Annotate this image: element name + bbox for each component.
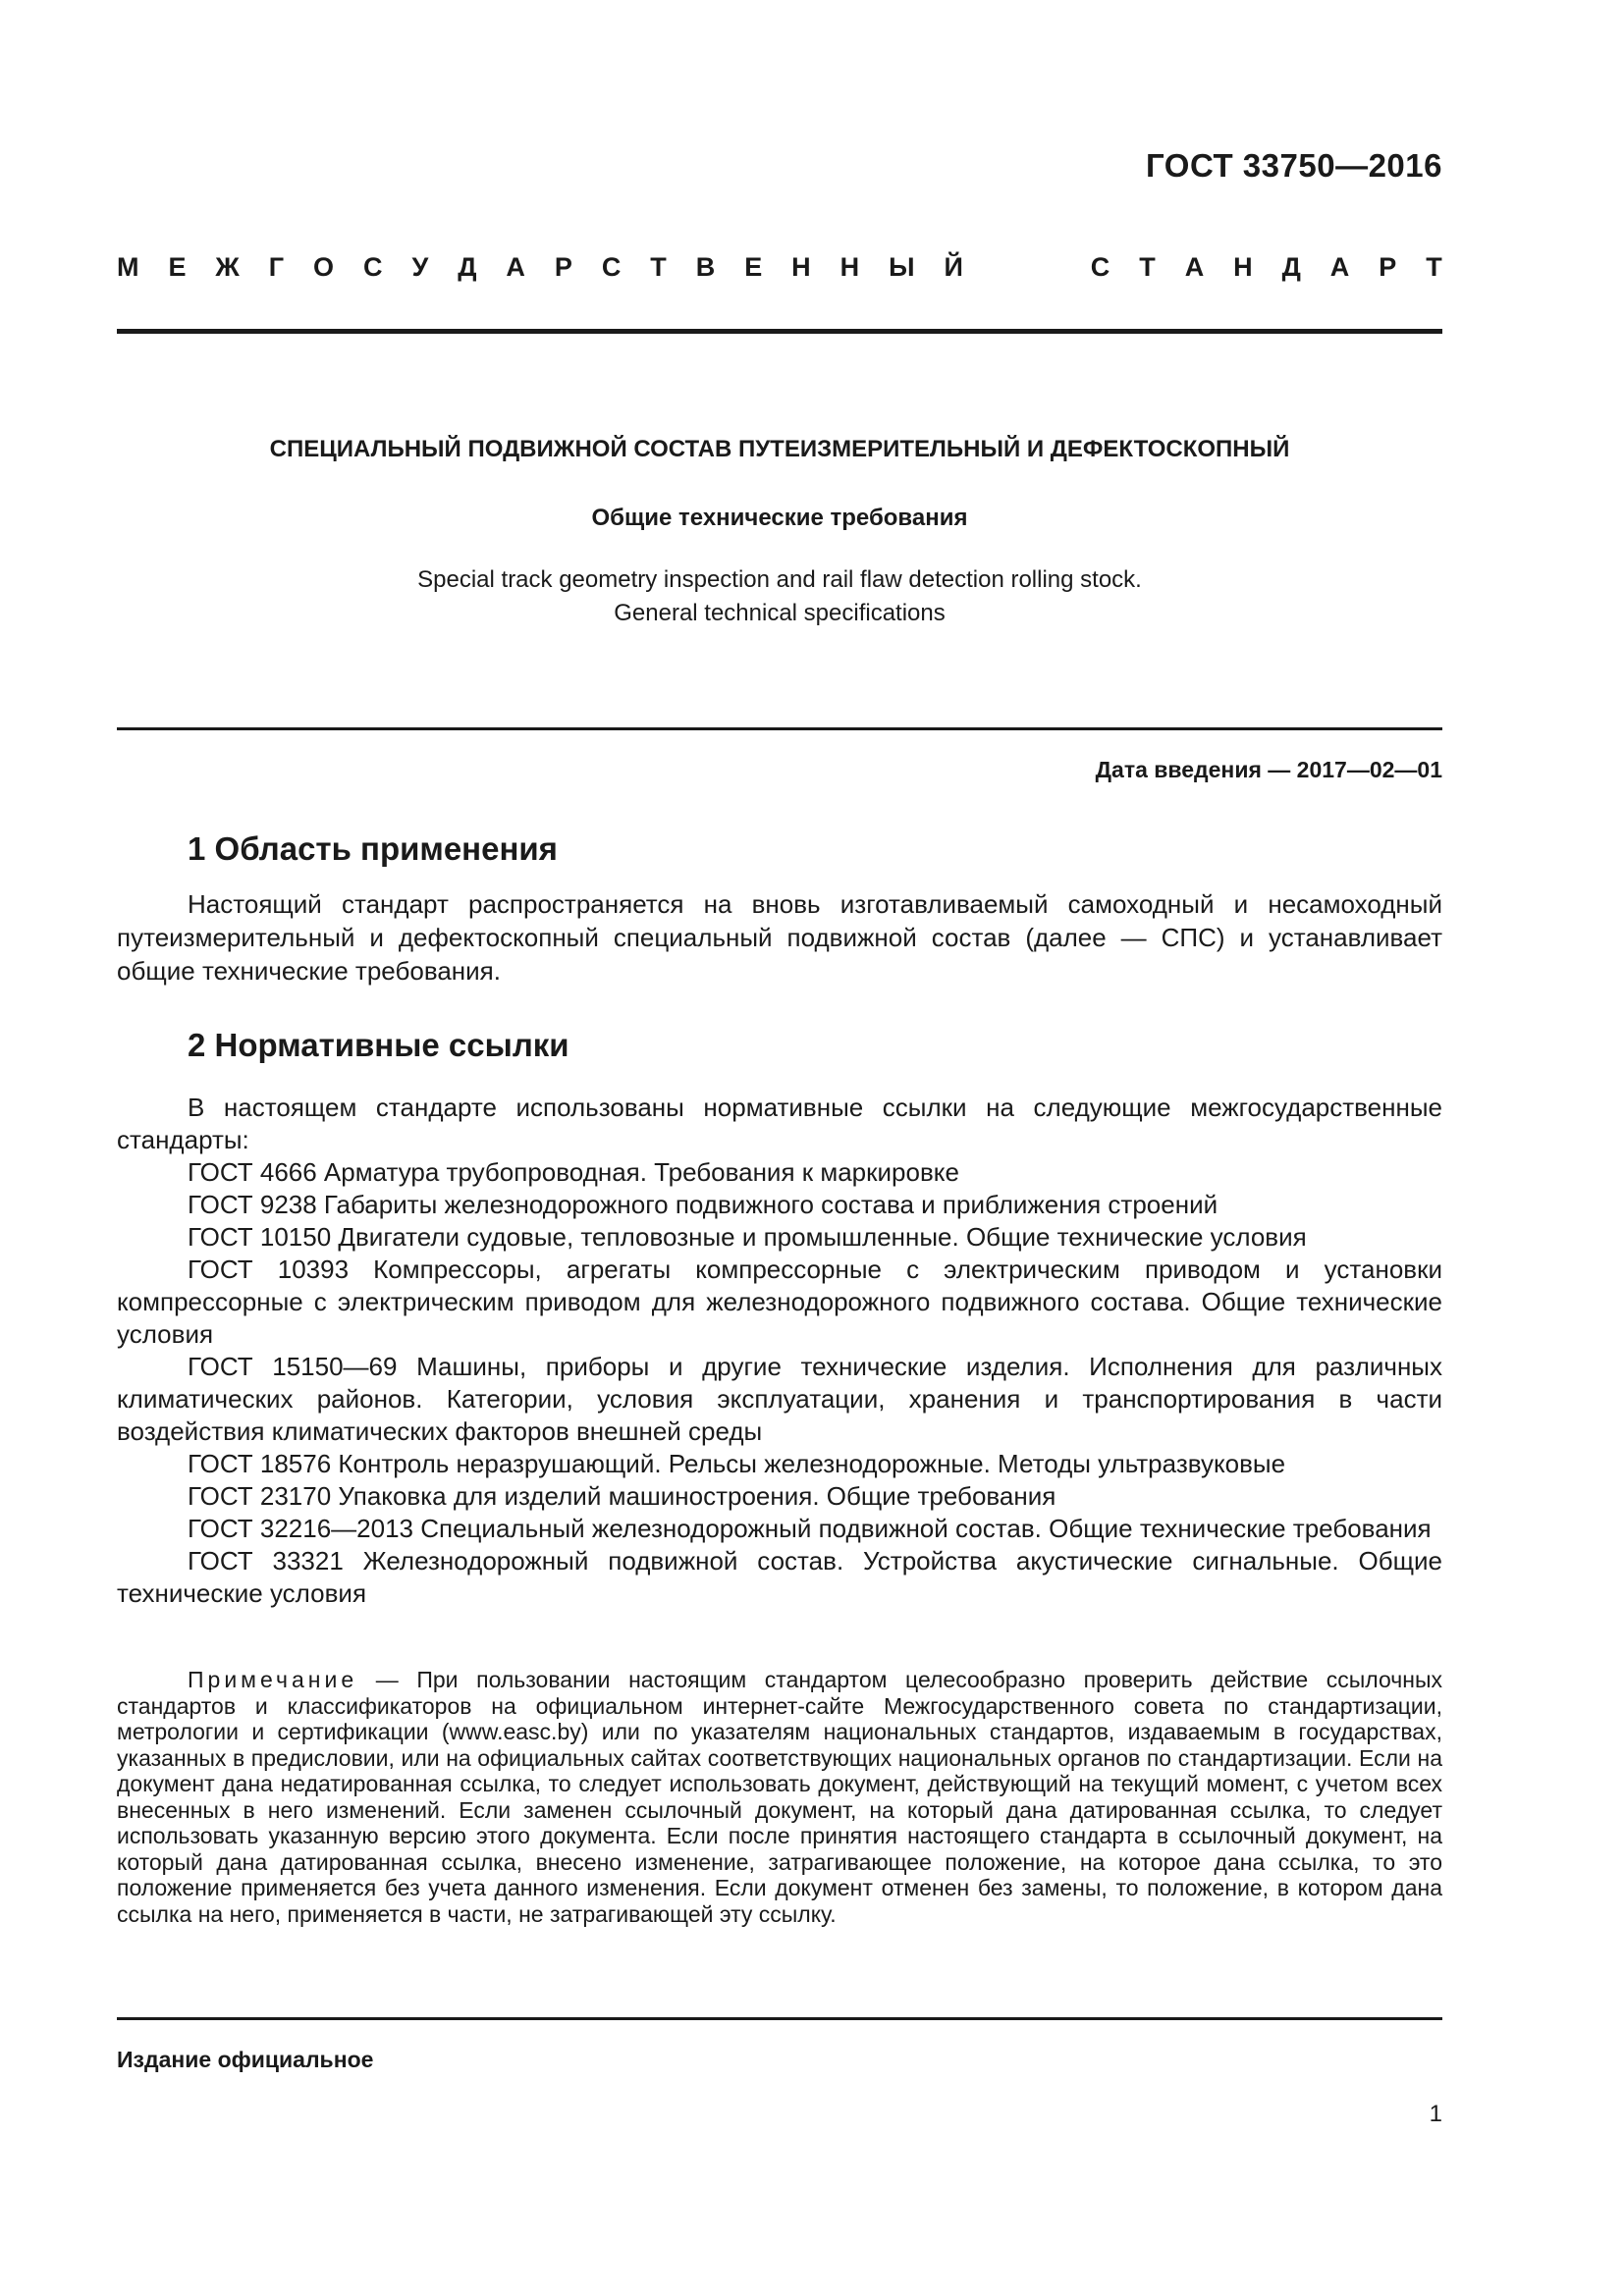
title-rule (117, 727, 1442, 730)
reference-text: ГОСТ 10393 Компрессоры, агрегаты компрессорные с электрическим приводом и установки компрессорные с электрическим приводом для железнодорожного подвижного состава. Общие технические условия (117, 1255, 1442, 1349)
interstate-letter: А (506, 252, 525, 282)
reference-text: ГОСТ 9238 Габариты железнодорожного подвижного состава и приближения строений (188, 1190, 1218, 1219)
introduction-date: Дата введения — 2017—02—01 (1095, 757, 1442, 782)
reference-item (117, 1156, 1442, 1189)
note-text: — При пользовании настоящим стандартом целесообразно проверить действие ссылочных стандартов и классификаторов на официальном интернет-сайте Межгосударственного совета по стандартизации, метрологии и сертификации (www.easc.by) или по указателям национальных стандартов, издаваемым в государствах, указанных в предисловии, или на официальных сайтах соответствующих национальных органов по стандартизации. Если на документ дана недатированная ссылка, то следует использовать документ, действующий на текущий момент, с учетом всех внесенных в него изменений. Если заменен ссылочный документ, на который дана датированная ссылка, то следует использовать указанную версию этого документа. Если после принятия настоящего стандарта в ссылочный документ, на который дана датированная ссылка, внесено изменение, затрагивающее положение, на которое дана ссылка, то это положение применяется без учета данного изменения. Если документ отменен без замены, то положение, в котором дана ссылка на него, применяется в части, не затрагивающей эту ссылку. (117, 1667, 1442, 1927)
interstate-letter: Е (168, 252, 187, 282)
interstate-letter: Р (554, 252, 572, 282)
references-intro-text: В настоящем стандарте использованы нормативные ссылки на следующие межгосударственные стандарты: (117, 1093, 1442, 1154)
interstate-letter: В (695, 252, 716, 282)
interstate-letter: Т (650, 252, 667, 282)
english-title (117, 563, 1442, 630)
interstate-letter: С (363, 252, 383, 282)
english-title-line-2: General technical specifications (614, 600, 946, 626)
interstate-letter: С (1090, 252, 1110, 282)
interstate-letter: У (411, 252, 429, 282)
reference-item (117, 1545, 1442, 1610)
reference-item (117, 1221, 1442, 1254)
reference-text: ГОСТ 10150 Двигатели судовые, тепловозные и промышленные. Общие технические условия (188, 1222, 1307, 1252)
interstate-letter: Н (839, 252, 860, 282)
section-1-title: 1 Область применения (188, 830, 558, 867)
interstate-letter: Ж (215, 252, 240, 282)
reference-text: ГОСТ 4666 Арматура трубопроводная. Требования к маркировке (188, 1157, 959, 1187)
reference-item (117, 1254, 1442, 1351)
interstate-standard-heading (117, 252, 1442, 283)
reference-item (117, 1513, 1442, 1545)
footer-rule (117, 2017, 1442, 2020)
interstate-letter: Г (268, 252, 285, 282)
page-number: 1 (1429, 2101, 1442, 2127)
interstate-letter: Д (1281, 252, 1301, 282)
header-rule (117, 329, 1442, 334)
interstate-letter: Т (1426, 252, 1442, 282)
interstate-letter: М (117, 252, 139, 282)
interstate-letter: А (1329, 252, 1350, 282)
interstate-letter: Е (744, 252, 763, 282)
normative-references (117, 1092, 1442, 1610)
reference-item (117, 1448, 1442, 1480)
interstate-letter: Ы (889, 252, 915, 282)
references-note (117, 1667, 1442, 1927)
document-number: ГОСТ 33750—2016 (1146, 147, 1442, 184)
interstate-letter: Р (1379, 252, 1397, 282)
interstate-letter: Н (1233, 252, 1253, 282)
section-2-title: 2 Нормативные ссылки (188, 1027, 569, 1063)
interstate-letter: А (1184, 252, 1205, 282)
document-title: СПЕЦИАЛЬНЫЙ ПОДВИЖНОЙ СОСТАВ ПУТЕИЗМЕРИТЕЛЬНЫЙ И ДЕФЕКТОСКОПНЫЙ (269, 436, 1290, 462)
interstate-letter: Т (1139, 252, 1156, 282)
reference-item (117, 1480, 1442, 1513)
interstate-letter: Н (791, 252, 811, 282)
interstate-letter: Й (944, 252, 963, 282)
references-intro (117, 1092, 1442, 1156)
document-subtitle: Общие технические требования (591, 505, 968, 531)
interstate-word-gap (993, 252, 1061, 283)
reference-list (117, 1156, 1442, 1610)
reference-item (117, 1351, 1442, 1448)
reference-text: ГОСТ 33321 Железнодорожный подвижной состав. Устройства акустические сигнальные. Общие технические условия (117, 1546, 1442, 1608)
reference-text: ГОСТ 15150—69 Машины, приборы и другие технические изделия. Исполнения для различных климатических районов. Категории, условия эксплуатации, хранения и транспортирования в части воздействия климатических факторов внешней среды (117, 1352, 1442, 1446)
interstate-letter: О (313, 252, 335, 282)
english-title-line-1: Special track geometry inspection and rail flaw detection rolling stock. (417, 566, 1142, 593)
edition-label: Издание официальное (117, 2047, 374, 2072)
section-1-text-content: Настоящий стандарт распространяется на вновь изготавливаемый самоходный и несамоходный путеизмерительный и дефектоскопный специальный подвижной состав (далее — СПС) и устанавливает общие технические требования. (117, 889, 1442, 986)
reference-item (117, 1189, 1442, 1221)
reference-text: ГОСТ 23170 Упаковка для изделий машиностроения. Общие требования (188, 1481, 1056, 1511)
section-1-text (117, 887, 1442, 988)
note-label: Примечание (188, 1667, 358, 1692)
reference-text: ГОСТ 32216—2013 Специальный железнодорожный подвижной состав. Общие технические требования (188, 1514, 1432, 1543)
interstate-letter: Д (458, 252, 477, 282)
interstate-letter: С (601, 252, 622, 282)
reference-text: ГОСТ 18576 Контроль неразрушающий. Рельсы железнодорожные. Методы ультразвуковые (188, 1449, 1286, 1478)
